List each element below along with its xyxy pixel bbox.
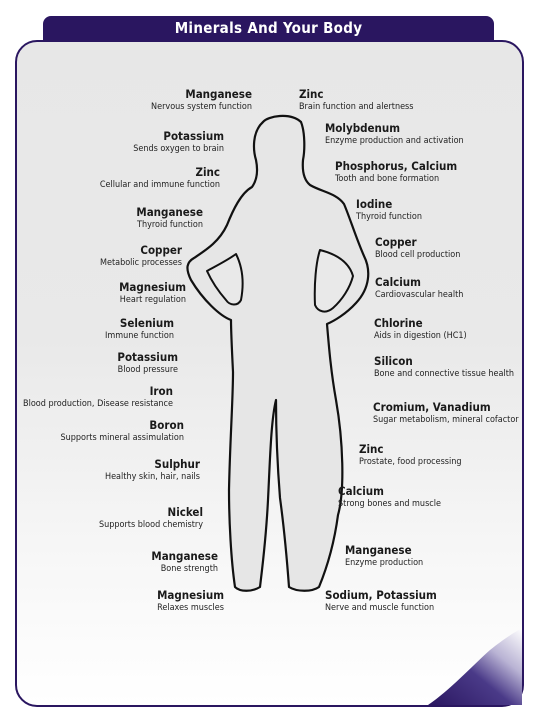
mineral-name: Zinc (359, 442, 384, 456)
mineral-name: Sodium, Potassium (325, 588, 437, 602)
mineral-name: Manganese (185, 87, 252, 101)
mineral-name: Silicon (374, 354, 413, 368)
mineral-function: Healthy skin, hair, nails (104, 471, 200, 482)
mineral-name: Manganese (136, 205, 203, 219)
mineral-name: Chlorine (374, 316, 423, 330)
mineral-function: Enzyme production (345, 557, 424, 568)
mineral-function: Blood production, Disease resistance (23, 398, 173, 409)
mineral-name: Calcium (375, 275, 421, 289)
mineral-function: Heart regulation (119, 294, 186, 305)
mineral-function: Relaxes muscles (157, 602, 224, 613)
mineral-name: Molybdenum (325, 121, 401, 135)
mineral-name: Manganese (345, 543, 412, 557)
curl-flap (428, 628, 522, 705)
mineral-function: Cellular and immune function (99, 179, 220, 190)
mineral-function: Bone strength (160, 563, 218, 574)
mineral-function: Sugar metabolism, mineral cofactor (373, 414, 519, 425)
mineral-function: Tooth and bone formation (335, 173, 440, 184)
mineral-function: Cardiovascular health (375, 289, 464, 300)
mineral-name: Cromium, Vanadium (373, 400, 491, 414)
mineral-function: Strong bones and muscle (338, 498, 441, 509)
mineral-name: Copper (140, 243, 182, 257)
mineral-function: Prostate, food processing (359, 456, 462, 467)
mineral-name: Calcium (338, 484, 384, 498)
mineral-function: Nerve and muscle function (325, 602, 435, 613)
mineral-function: Aids in digestion (HC1) (374, 330, 467, 341)
mineral-name: Iron (149, 384, 173, 398)
mineral-name: Iodine (356, 197, 393, 211)
mineral-function: Thyroid function (356, 211, 422, 222)
mineral-function: Blood cell production (375, 249, 461, 260)
mineral-function: Metabolic processes (99, 257, 182, 268)
mineral-function: Immune function (104, 330, 174, 341)
mineral-name: Boron (149, 418, 184, 432)
mineral-name: Zinc (299, 87, 324, 101)
mineral-function: Supports blood chemistry (98, 519, 203, 530)
page-title: Minerals And Your Body (174, 19, 363, 37)
mineral-name: Sulphur (154, 457, 200, 471)
mineral-name: Manganese (151, 549, 218, 563)
mineral-function: Brain function and alertness (299, 101, 414, 112)
mineral-function: Bone and connective tissue health (374, 368, 515, 379)
mineral-name: Magnesium (157, 588, 224, 602)
mineral-name: Potassium (117, 350, 178, 364)
mineral-name: Zinc (195, 165, 220, 179)
mineral-name: Nickel (167, 505, 203, 519)
mineral-function: Enzyme production and activation (325, 135, 464, 146)
mineral-name: Potassium (163, 129, 224, 143)
mineral-name: Magnesium (119, 280, 186, 294)
mineral-name: Copper (375, 235, 417, 249)
mineral-function: Thyroid function (137, 219, 203, 230)
mineral-function: Supports mineral assimulation (60, 432, 184, 443)
mineral-function: Sends oxygen to brain (133, 143, 224, 154)
mineral-function: Nervous system function (151, 101, 252, 112)
mineral-name: Selenium (119, 316, 174, 330)
mineral-function: Blood pressure (117, 364, 178, 375)
mineral-name: Phosphorus, Calcium (335, 159, 458, 173)
